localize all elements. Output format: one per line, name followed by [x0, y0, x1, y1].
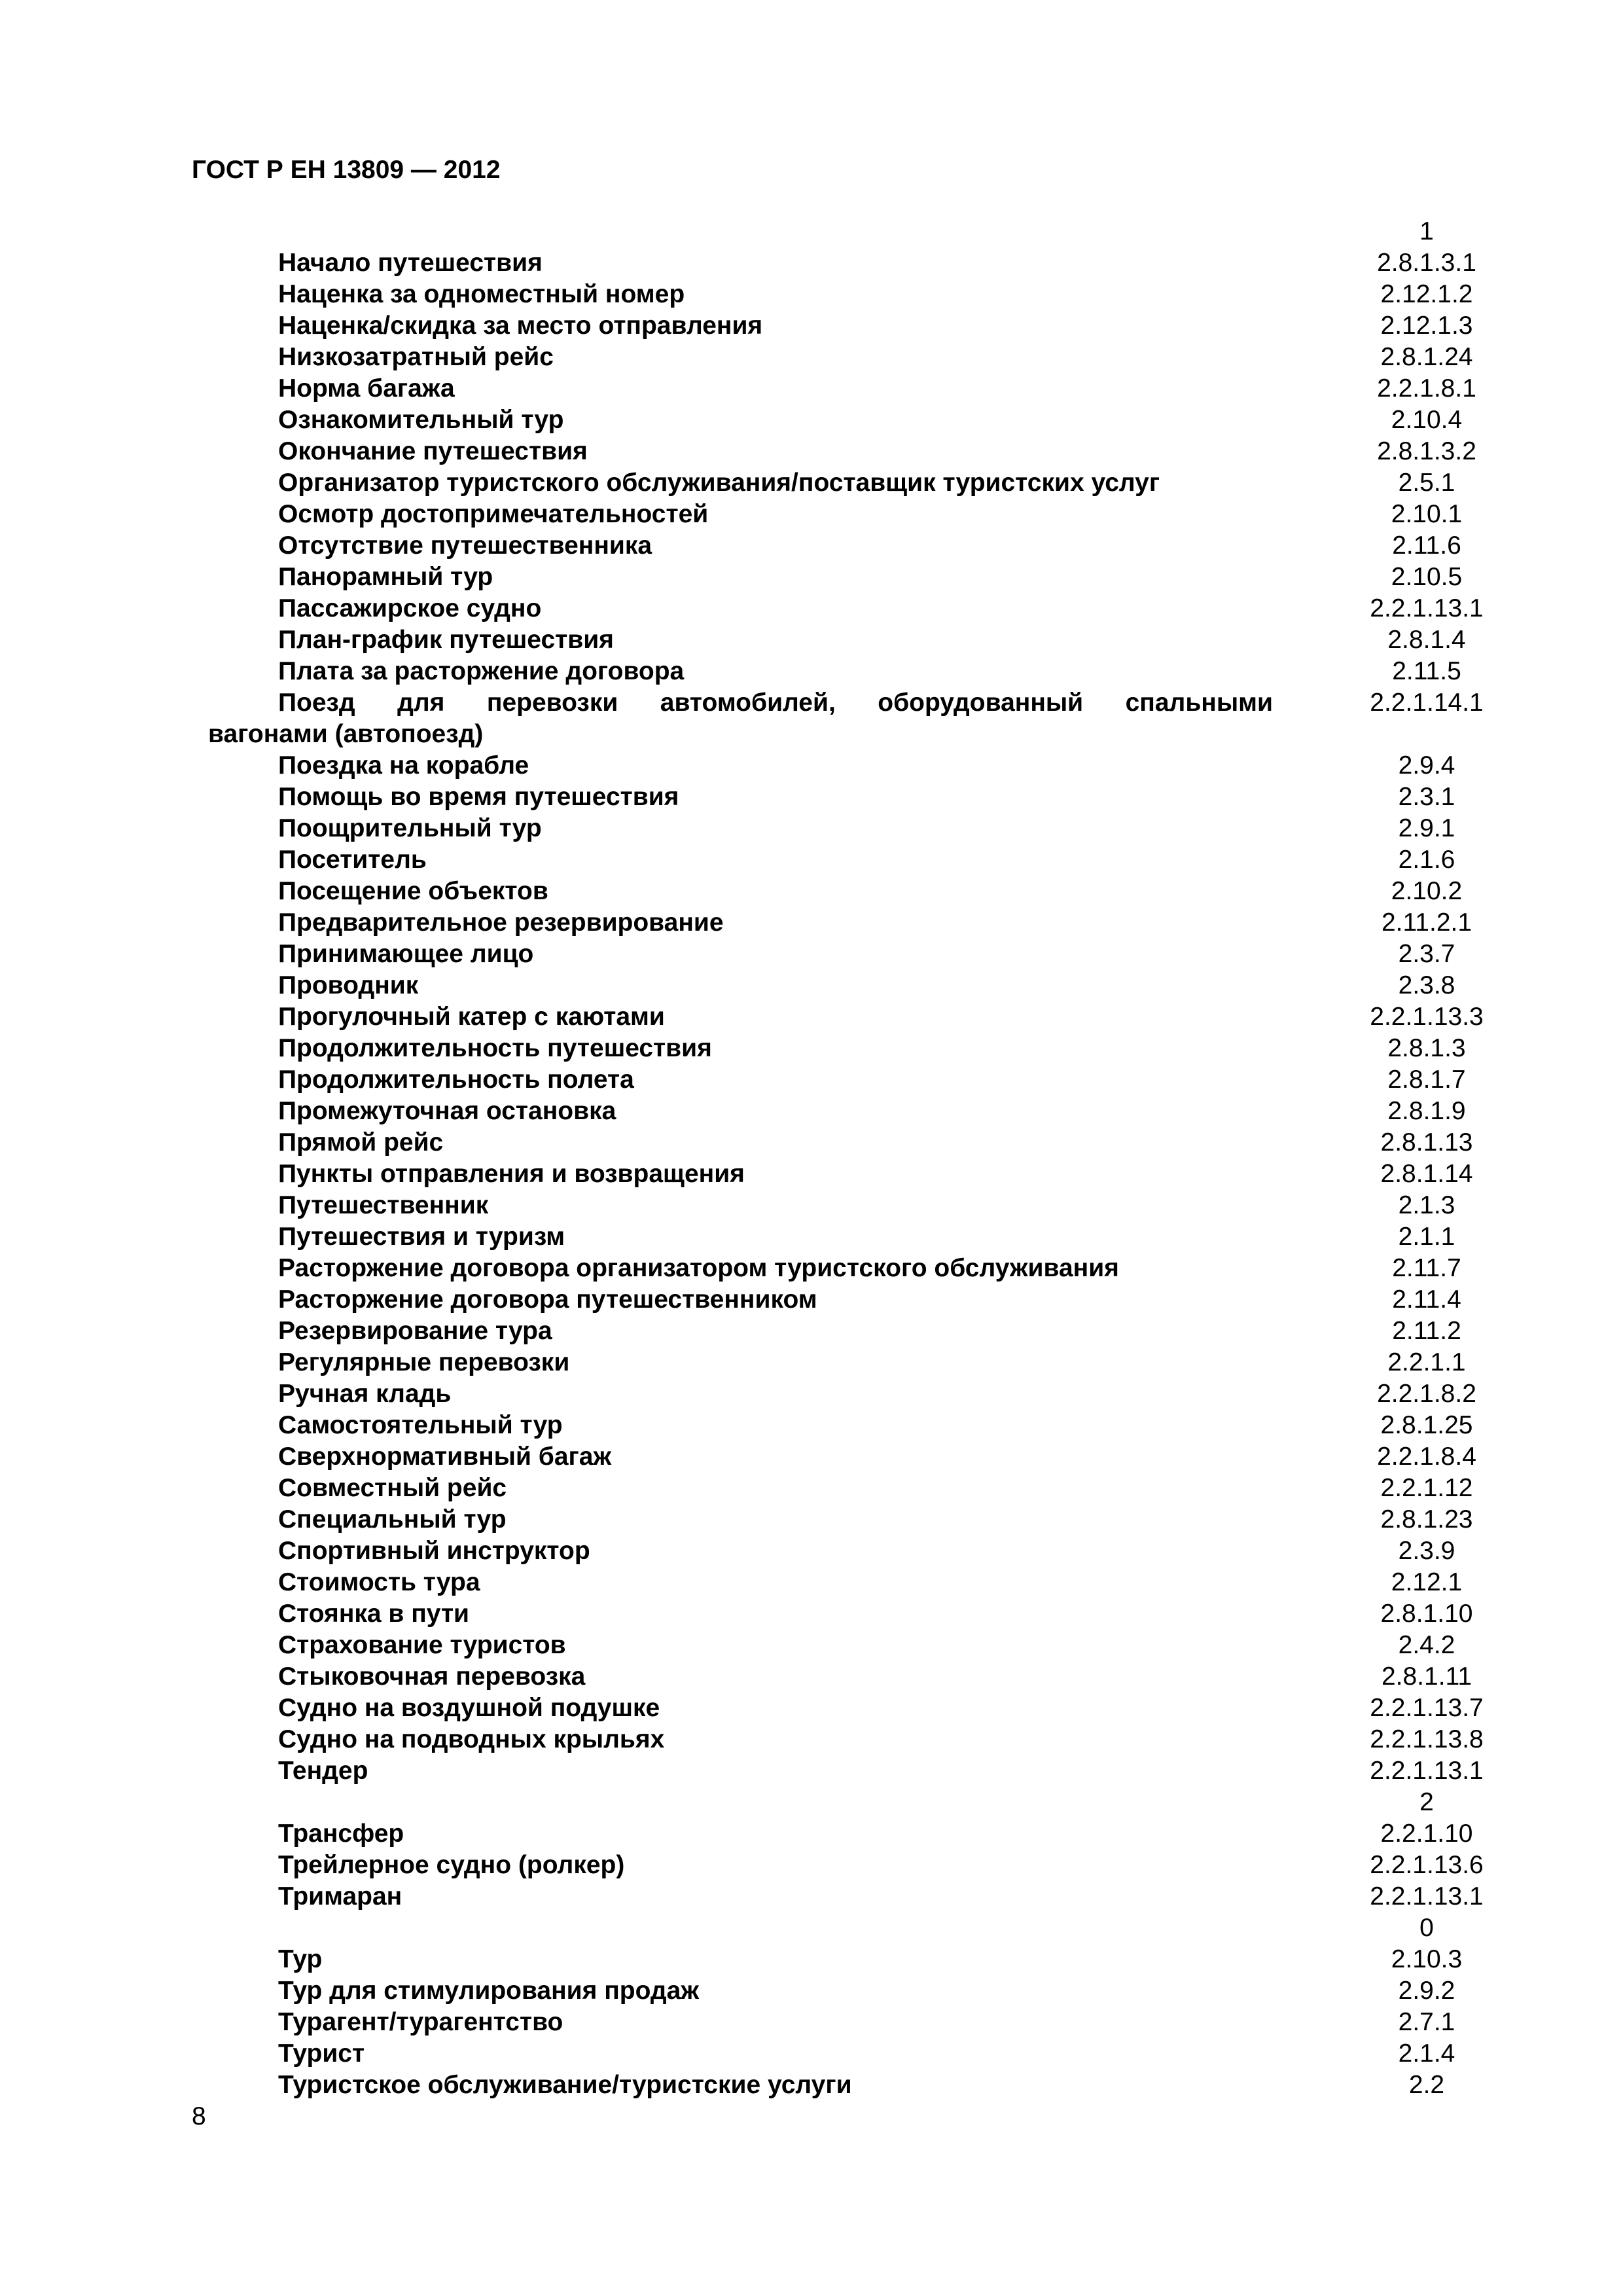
index-section-number: 2.2.1.13.7	[1370, 1694, 1484, 1722]
index-term: Предварительное резервирование	[278, 908, 724, 937]
index-term: Стоянка в пути	[278, 1600, 470, 1628]
index-row	[0, 593, 1623, 624]
index-section-number: 2.2.1.8.2	[1377, 1380, 1476, 1408]
index-term: Туристское обслуживание/туристские услуги	[278, 2071, 852, 2099]
index-term: Пассажирское судно	[278, 594, 542, 622]
index-term: Продолжительность путешествия	[278, 1034, 712, 1062]
index-section-number: 2.8.1.14	[1380, 1160, 1473, 1188]
index-row	[0, 1221, 1623, 1253]
index-row	[0, 467, 1623, 499]
index-section-number: 2.2	[1408, 2071, 1445, 2099]
index-section-number: 2.2.1.8.1	[1377, 374, 1476, 403]
index-row	[0, 530, 1623, 562]
index-row	[0, 1724, 1623, 1755]
index-section-number: 2.4.2	[1398, 1631, 1455, 1659]
index-section-number: 2.2.1.10	[1380, 1820, 1473, 1848]
index-term: Спортивный инструктор	[278, 1537, 590, 1565]
page-number: 8	[192, 2102, 206, 2130]
index-section-number: 2.8.1.9	[1387, 1097, 1466, 1125]
index-row	[0, 750, 1623, 781]
index-term: Поездка на корабле	[278, 751, 529, 780]
index-section-number: 2.11.6	[1392, 531, 1461, 560]
index-row	[0, 1158, 1623, 1190]
index-section-number: 2.11.5	[1392, 657, 1461, 685]
index-row	[0, 2007, 1623, 2038]
index-term: Расторжение договора организатором туристского обслуживания	[278, 1254, 1119, 1282]
index-term: Совместный рейс	[278, 1474, 507, 1502]
index-row	[0, 656, 1623, 687]
index-section-number: 2	[1419, 1788, 1434, 1816]
index-term: Посетитель	[278, 846, 427, 874]
index-term: Принимающее лицо	[278, 940, 534, 968]
index-term: Помощь во время путешествия	[278, 783, 679, 811]
index-term: Проводник	[278, 971, 419, 999]
index-term: Судно на воздушной подушке	[278, 1694, 660, 1722]
index-section-number: 2.2.1.13.8	[1370, 1725, 1484, 1753]
index-row	[0, 624, 1623, 656]
index-term: Посещение объектов	[278, 877, 548, 905]
index-row	[0, 1912, 1623, 1944]
index-row	[0, 1504, 1623, 1535]
index-term: Сверхнормативный багаж	[278, 1443, 612, 1471]
index-section-number: 2.11.2	[1392, 1317, 1461, 1345]
index-section-number: 2.8.1.3.2	[1377, 437, 1476, 465]
index-row	[0, 562, 1623, 593]
index-section-number: 2.7.1	[1398, 2008, 1455, 2036]
index-section-number: 2.1.1	[1398, 1223, 1455, 1251]
index-term: Низкозатратный рейс	[278, 343, 554, 371]
index-term: Поощрительный тур	[278, 814, 542, 842]
index-term: Стоимость тура	[278, 1568, 480, 1596]
index-term: Регулярные перевозки	[278, 1348, 570, 1376]
index-term: Специальный тур	[278, 1505, 507, 1534]
index-term: Начало путешествия	[278, 249, 543, 277]
index-term: Наценка за одноместный номер	[278, 280, 685, 308]
index-row	[0, 1630, 1623, 1661]
index-term: Ознакомительный тур	[278, 406, 564, 434]
index-term: Прямой рейс	[278, 1128, 444, 1157]
index-section-number: 2.8.1.11	[1381, 1662, 1472, 1691]
index-row	[0, 1567, 1623, 1598]
index-term: Осмотр достопримечательностей	[278, 500, 709, 528]
index-row	[0, 1693, 1623, 1724]
index-row	[0, 1001, 1623, 1033]
index-row	[0, 1850, 1623, 1881]
index-section-number: 2.2.1.1	[1387, 1348, 1466, 1376]
index-row	[0, 876, 1623, 907]
index-row	[0, 404, 1623, 436]
index-row	[0, 687, 1623, 719]
index-row	[0, 1787, 1623, 1818]
index-term: Турист	[278, 2039, 365, 2068]
index-term: Прогулочный катер с каютами	[278, 1003, 665, 1031]
index-section-number: 2.2.1.13.1	[1370, 1757, 1484, 1785]
index-section-number: 2.2.1.13.1	[1370, 1882, 1484, 1910]
index-row	[0, 1944, 1623, 1975]
index-section-number: 2.10.5	[1391, 563, 1463, 591]
index-term: Тур	[278, 1945, 323, 1973]
index-term: Самостоятельный тур	[278, 1411, 563, 1439]
index-section-number: 2.8.1.4	[1387, 626, 1466, 654]
index-section-number: 2.3.1	[1398, 783, 1455, 811]
index-term: Путешественник	[278, 1191, 489, 1219]
index-section-number: 2.2.1.8.4	[1377, 1443, 1476, 1471]
index-row	[0, 1190, 1623, 1221]
index-row	[0, 1316, 1623, 1347]
index-row	[0, 1033, 1623, 1064]
index-row	[0, 1127, 1623, 1158]
index-section-number: 2.12.1.3	[1380, 312, 1473, 340]
index-section-number: 2.1.3	[1398, 1191, 1455, 1219]
index-section-number: 2.8.1.25	[1380, 1411, 1473, 1439]
index-term: Окончание путешествия	[278, 437, 588, 465]
index-row	[0, 1441, 1623, 1473]
index-row	[0, 1661, 1623, 1693]
index-section-number: 2.8.1.10	[1380, 1600, 1473, 1628]
index-section-number: 2.2.1.13.1	[1370, 594, 1484, 622]
index-row	[0, 970, 1623, 1001]
index-term: Плата за расторжение договора	[278, 657, 685, 685]
index-term: Поезд для перевозки автомобилей, оборудованный спальными	[278, 689, 1273, 717]
index-term: Продолжительность полета	[278, 1066, 634, 1094]
index-term: Панорамный тур	[278, 563, 493, 591]
index-row	[0, 1253, 1623, 1284]
index-row	[0, 2070, 1623, 2101]
index-row	[0, 279, 1623, 310]
index-row	[0, 342, 1623, 373]
index-section-number: 2.9.1	[1398, 814, 1455, 842]
index-term: План-график путешествия	[278, 626, 614, 654]
index-row	[0, 247, 1623, 279]
index-term: Организатор туристского обслуживания/поставщик туристских услуг	[278, 469, 1160, 497]
index-section-number: 2.11.4	[1392, 1285, 1461, 1314]
index-section-number: 2.3.8	[1398, 971, 1455, 999]
index-row	[0, 781, 1623, 813]
index-section-number: 2.8.1.24	[1380, 343, 1473, 371]
index-row	[0, 1755, 1623, 1787]
index-term: Отсутствие путешественника	[278, 531, 652, 560]
index-row	[0, 813, 1623, 844]
index-row	[0, 1347, 1623, 1378]
index-section-number: 2.8.1.3	[1387, 1034, 1466, 1062]
index-row	[0, 1378, 1623, 1410]
index-row	[0, 2038, 1623, 2070]
index-term: Норма багажа	[278, 374, 455, 403]
index-section-number: 2.3.7	[1398, 940, 1455, 968]
document-header: ГОСТ Р ЕН 13809 — 2012	[192, 156, 501, 184]
index-section-number: 2.1.6	[1398, 846, 1455, 874]
index-section-number: 2.8.1.13	[1380, 1128, 1473, 1157]
index-row	[0, 310, 1623, 342]
index-term: Пункты отправления и возвращения	[278, 1160, 745, 1188]
index-term: Промежуточная остановка	[278, 1097, 616, 1125]
index-row	[0, 719, 1623, 750]
alphabetical-index	[0, 216, 1623, 2101]
index-section-number: 0	[1419, 1914, 1434, 1942]
index-row	[0, 436, 1623, 467]
index-term: Турагент/турагентство	[278, 2008, 563, 2036]
index-term: Тендер	[278, 1757, 368, 1785]
index-term: Страхование туристов	[278, 1631, 566, 1659]
index-section-number: 2.8.1.7	[1387, 1066, 1466, 1094]
index-section-number: 2.9.2	[1398, 1977, 1455, 2005]
index-section-number: 2.10.2	[1391, 877, 1463, 905]
index-row	[0, 1410, 1623, 1441]
index-term: Ручная кладь	[278, 1380, 452, 1408]
index-section-number: 2.9.4	[1398, 751, 1455, 780]
index-section-number: 2.5.1	[1398, 469, 1455, 497]
index-section-number: 2.10.3	[1391, 1945, 1463, 1973]
index-row	[0, 1975, 1623, 2007]
index-section-number: 2.8.1.23	[1380, 1505, 1473, 1534]
index-section-number: 2.12.1	[1391, 1568, 1463, 1596]
index-section-number: 2.12.1.2	[1380, 280, 1473, 308]
index-row	[0, 1598, 1623, 1630]
index-section-number: 2.8.1.3.1	[1377, 249, 1476, 277]
index-section-number: 2.3.9	[1398, 1537, 1455, 1565]
index-term: Тур для стимулирования продаж	[278, 1977, 700, 2005]
index-term: Расторжение договора путешественником	[278, 1285, 817, 1314]
index-term: Наценка/скидка за место отправления	[278, 312, 763, 340]
index-section-number: 2.10.1	[1391, 500, 1463, 528]
index-section-number: 2.2.1.13.6	[1370, 1851, 1484, 1879]
index-section-number: 2.11.2.1	[1381, 908, 1472, 937]
index-row	[0, 1096, 1623, 1127]
index-row	[0, 844, 1623, 876]
index-row	[0, 1064, 1623, 1096]
index-row	[0, 216, 1623, 247]
index-section-number: 2.2.1.12	[1380, 1474, 1473, 1502]
index-term: Судно на подводных крыльях	[278, 1725, 665, 1753]
index-term: Тримаран	[278, 1882, 402, 1910]
index-section-number: 2.10.4	[1391, 406, 1463, 434]
index-term: Стыковочная перевозка	[278, 1662, 586, 1691]
index-row	[0, 1473, 1623, 1504]
index-term: Путешествия и туризм	[278, 1223, 565, 1251]
index-term: Трейлерное судно (ролкер)	[278, 1851, 625, 1879]
index-row	[0, 939, 1623, 970]
index-section-number: 2.1.4	[1398, 2039, 1455, 2068]
index-row	[0, 907, 1623, 939]
index-row	[0, 1818, 1623, 1850]
index-term: Трансфер	[278, 1820, 404, 1848]
index-term: Резервирование тура	[278, 1317, 552, 1345]
index-section-number: 2.11.7	[1392, 1254, 1461, 1282]
index-term: вагонами (автопоезд)	[208, 720, 484, 748]
index-row	[0, 1535, 1623, 1567]
index-section-number: 1	[1419, 217, 1434, 245]
index-row	[0, 1881, 1623, 1912]
index-row	[0, 499, 1623, 530]
index-row	[0, 1284, 1623, 1316]
index-section-number: 2.2.1.13.3	[1370, 1003, 1484, 1031]
index-section-number: 2.2.1.14.1	[1370, 689, 1484, 717]
index-row	[0, 373, 1623, 404]
